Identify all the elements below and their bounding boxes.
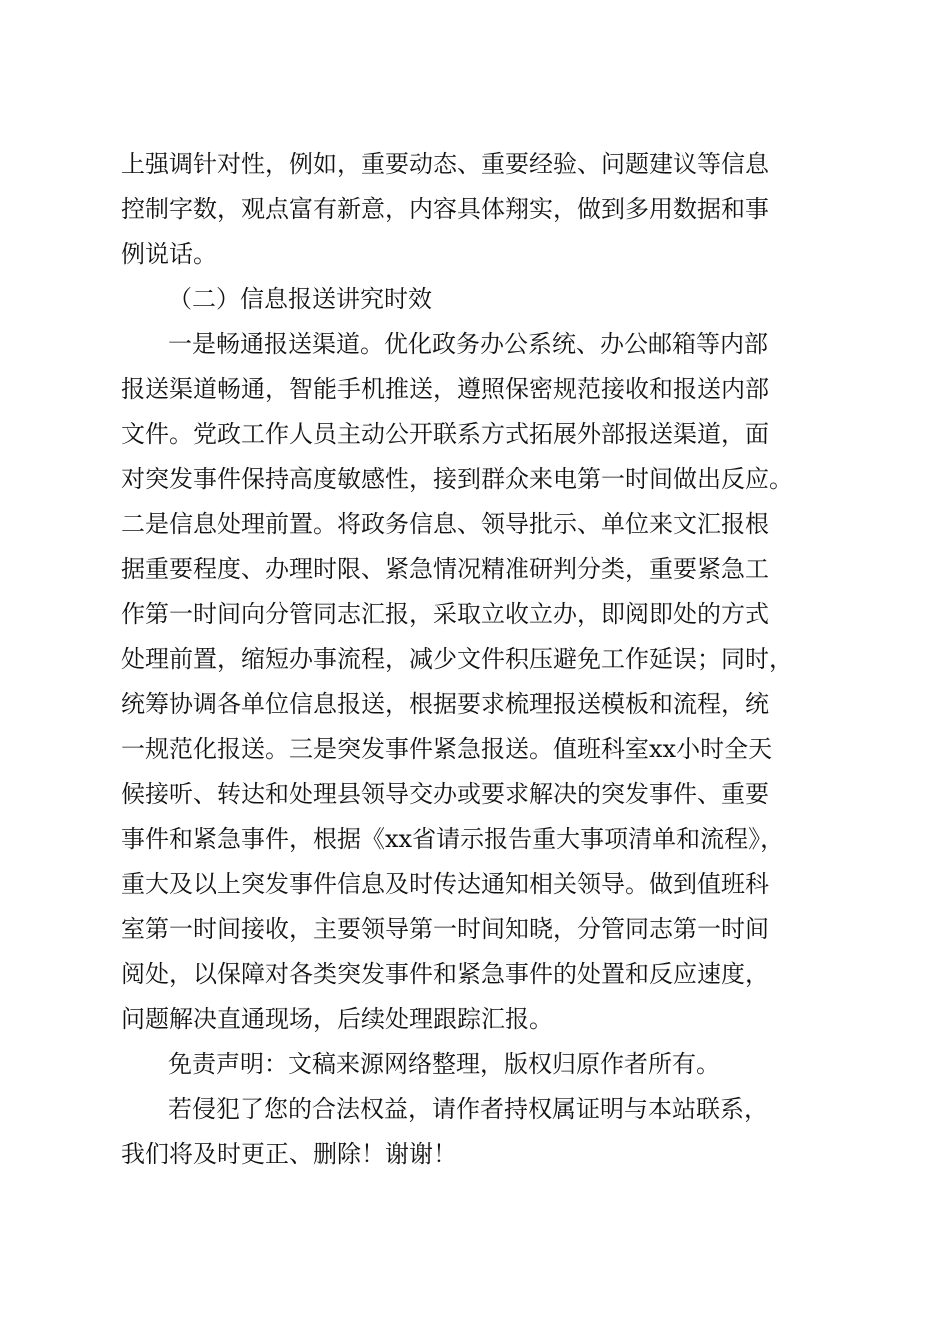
paragraph-line: 对突发事件保持高度敏感性，接到群众来电第一时间做出反应。 (121, 465, 793, 493)
paragraph-line: 候接听、转达和处理县领导交办或要求解决的突发事件、重要 (121, 780, 769, 808)
paragraph-line: 处理前置，缩短办事流程，减少文件积压避免工作延误；同时， (121, 645, 793, 673)
paragraph-line: 统筹协调各单位信息报送，根据要求梳理报送模板和流程，统 (121, 690, 769, 718)
section-heading: （二）信息报送讲究时效 (168, 285, 432, 313)
paragraph-line: 事件和紧急事件，根据《xx省请示报告重大事项清单和流程》， (121, 825, 785, 853)
paragraph-line: 报送渠道畅通，智能手机推送，遵照保密规范接收和报送内部 (121, 375, 769, 403)
paragraph-line: 控制字数，观点富有新意，内容具体翔实，做到多用数据和事 (121, 195, 769, 223)
paragraph-line: 例说话。 (121, 240, 217, 268)
paragraph-line: 二是信息处理前置。将政务信息、领导批示、单位来文汇报根 (121, 510, 769, 538)
paragraph-line: 室第一时间接收，主要领导第一时间知晓，分管同志第一时间 (121, 915, 769, 943)
paragraph-line: 一是畅通报送渠道。优化政务办公系统、办公邮箱等内部 (168, 330, 768, 358)
paragraph-line: 文件。党政工作人员主动公开联系方式拓展外部报送渠道，面 (121, 420, 769, 448)
paragraph-line: 作第一时间向分管同志汇报，采取立收立办，即阅即处的方式 (121, 600, 769, 628)
disclaimer-line: 若侵犯了您的合法权益，请作者持权属证明与本站联系， (168, 1095, 768, 1123)
paragraph-line: 一规范化报送。三是突发事件紧急报送。值班科室xx小时全天 (121, 735, 773, 763)
disclaimer-line: 免责声明：文稿来源网络整理，版权归原作者所有。 (168, 1050, 720, 1078)
disclaimer-line: 我们将及时更正、删除！谢谢！ (121, 1140, 457, 1168)
paragraph-line: 据重要程度、办理时限、紧急情况精准研判分类，重要紧急工 (121, 555, 769, 583)
paragraph-line: 阅处，以保障对各类突发事件和紧急事件的处置和反应速度， (121, 960, 769, 988)
paragraph-line: 重大及以上突发事件信息及时传达通知相关领导。做到值班科 (121, 870, 769, 898)
paragraph-line: 上强调针对性，例如，重要动态、重要经验、问题建议等信息 (121, 150, 769, 178)
paragraph-line: 问题解决直通现场，后续处理跟踪汇报。 (121, 1005, 553, 1033)
